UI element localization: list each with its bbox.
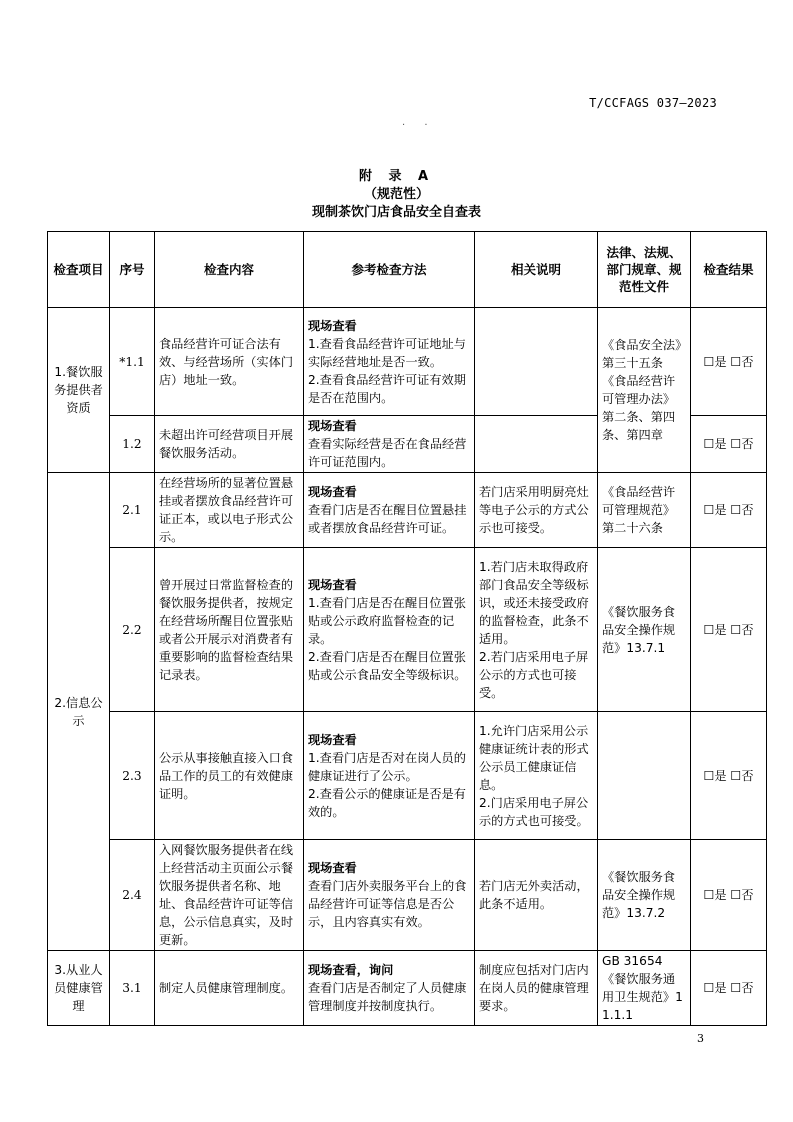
check-method (304, 473, 475, 548)
check-result[interactable]: ☐是 ☐否 (691, 473, 767, 548)
law-reference (598, 951, 691, 1026)
col-header-item: 检查项目 (48, 232, 110, 308)
table-row (48, 712, 767, 840)
standard-code: T/CCFAGS 037—2023 (589, 96, 717, 110)
method-heading: 现场查看 (308, 577, 357, 592)
row-number: 1.2 (110, 416, 155, 473)
category-cell: 3.从业人员健康管理 (48, 951, 110, 1026)
table-header-row (48, 232, 767, 308)
law-reference (598, 308, 691, 473)
col-header-note: 相关说明 (475, 232, 598, 308)
row-number: 2.3 (110, 712, 155, 840)
law-reference: 《餐饮服务食品安全操作规范》13.7.2 (598, 840, 691, 951)
check-result[interactable]: ☐是 ☐否 (691, 308, 767, 416)
law-reference: 《餐饮服务食品安全操作规范》13.7.1 (598, 548, 691, 712)
method-step: 查看实际经营是否在食品经营许可证范围内。 (308, 437, 467, 469)
check-content: 入网餐饮服务提供者在线上经营活动主页面公示餐饮服务提供者名称、地址、食品经营许可证等信息，公示信息真实，及时更新。 (155, 840, 304, 951)
related-note: 若门店采用明厨亮灶等电子公示的方式公示也可接受。 (475, 473, 598, 548)
appendix-heading (0, 168, 793, 222)
method-step: 查看门店外卖服务平台上的食品经营许可证等信息是否公示，且内容真实有效。 (308, 879, 467, 929)
method-heading: 现场查看，询问 (308, 963, 394, 977)
law-item: 《餐饮服务通用卫生规范》11.1.1 (602, 972, 683, 1022)
related-note (475, 416, 598, 473)
related-note: 若门店无外卖活动，此条不适用。 (475, 840, 598, 951)
check-method (304, 308, 475, 416)
check-content: 食品经营许可证合法有效、与经营场所（实体门店）地址一致。 (155, 308, 304, 416)
related-note (475, 548, 598, 712)
appendix-title: 附 录 A (358, 169, 435, 184)
method-heading: 现场查看 (308, 485, 357, 499)
check-result[interactable]: ☐是 ☐否 (691, 840, 767, 951)
check-content: 公示从事接触直接入口食品工作的员工的有效健康证明。 (155, 712, 304, 840)
check-method (304, 840, 475, 951)
check-result[interactable]: ☐是 ☐否 (691, 416, 767, 473)
self-check-table (47, 231, 767, 1026)
related-note (475, 712, 598, 840)
method-step: 1.查看门店是否在醒目位置张贴或公示政府监督检查的记录。 (308, 595, 466, 646)
appendix-nature: （规范性） (363, 187, 429, 202)
row-number: 3.1 (110, 951, 155, 1026)
check-result[interactable]: ☐是 ☐否 (691, 712, 767, 840)
row-number: 2.2 (110, 548, 155, 712)
check-content: 未超出许可经营项目开展餐饮服务活动。 (155, 416, 304, 473)
method-heading: 现场查看 (308, 318, 357, 333)
table-title: 现制茶饮门店食品安全自查表 (311, 205, 481, 220)
method-step: 2.查看公示的健康证是否是有效的。 (308, 786, 466, 819)
law-item: 《食品经营许可管理办法》第二条、第四条、第四章 (602, 374, 676, 442)
note-item: 2.若门店采用电子屏公示的方式也可接受。 (479, 649, 589, 700)
row-number: *1.1 (110, 308, 155, 416)
law-reference (598, 712, 691, 840)
method-heading: 现场查看 (308, 861, 357, 875)
row-number: 2.1 (110, 473, 155, 548)
law-reference: 《食品经营许可管理规范》第二十六条 (598, 473, 691, 548)
table-row (48, 951, 767, 1026)
method-step: 1.查看食品经营许可证地址与实际经营地址是否一致。 (308, 336, 466, 369)
method-step: 2.查看门店是否在醒目位置张贴或公示食品安全等级标识。 (308, 649, 467, 682)
method-heading: 现场查看 (308, 732, 357, 747)
method-step: 1.查看门店是否对在岗人员的健康证进行了公示。 (308, 750, 466, 783)
law-item: GB 31654 (602, 954, 663, 968)
method-step: 查看门店是否制定了人员健康管理制度并按制度执行。 (308, 981, 467, 1013)
check-content: 制定人员健康管理制度。 (155, 951, 304, 1026)
col-header-method: 参考检查方法 (304, 232, 475, 308)
decorative-dots: · · (402, 120, 436, 131)
method-step: 2.查看食品经营许可证有效期是否在范围内。 (308, 372, 466, 405)
law-item: 《食品安全法》第三十五条 (602, 338, 682, 370)
table-row (48, 548, 767, 712)
check-method (304, 548, 475, 712)
check-content: 曾开展过日常监督检查的餐饮服务提供者，按规定在经营场所醒目位置张贴或者公开展示对消费者有重要影响的监督检查结果记录表。 (155, 548, 304, 712)
check-content: 在经营场所的显著位置悬挂或者摆放食品经营许可证正本，或以电子形式公示。 (155, 473, 304, 548)
page-number: 3 (697, 1032, 704, 1045)
col-header-content: 检查内容 (155, 232, 304, 308)
check-result[interactable]: ☐是 ☐否 (691, 548, 767, 712)
category-cell: 1.餐饮服务提供者资质 (48, 308, 110, 473)
check-method (304, 712, 475, 840)
col-header-law: 法律、法规、部门规章、规范性文件 (598, 232, 691, 308)
related-note: 制度应包括对门店内在岗人员的健康管理要求。 (475, 951, 598, 1026)
category-cell: 2.信息公示 (48, 473, 110, 951)
note-item: 2.门店采用电子屏公示的方式也可接受。 (479, 795, 589, 828)
row-number: 2.4 (110, 840, 155, 951)
table-row (48, 473, 767, 548)
method-step: 查看门店是否在醒目位置悬挂或者摆放食品经营许可证。 (308, 503, 467, 535)
table-row (48, 308, 767, 416)
related-note (475, 308, 598, 416)
col-header-result: 检查结果 (691, 232, 767, 308)
check-result[interactable]: ☐是 ☐否 (691, 951, 767, 1026)
note-item: 1.若门店未取得政府部门食品安全等级标识，或还未接受政府的监督检查，此条不适用。 (479, 559, 589, 646)
method-heading: 现场查看 (308, 419, 357, 433)
col-header-number: 序号 (110, 232, 155, 308)
note-item: 1.允许门店采用公示健康证统计表的形式公示员工健康证信息。 (479, 723, 589, 792)
table-row (48, 840, 767, 951)
check-method (304, 416, 475, 473)
check-method (304, 951, 475, 1026)
